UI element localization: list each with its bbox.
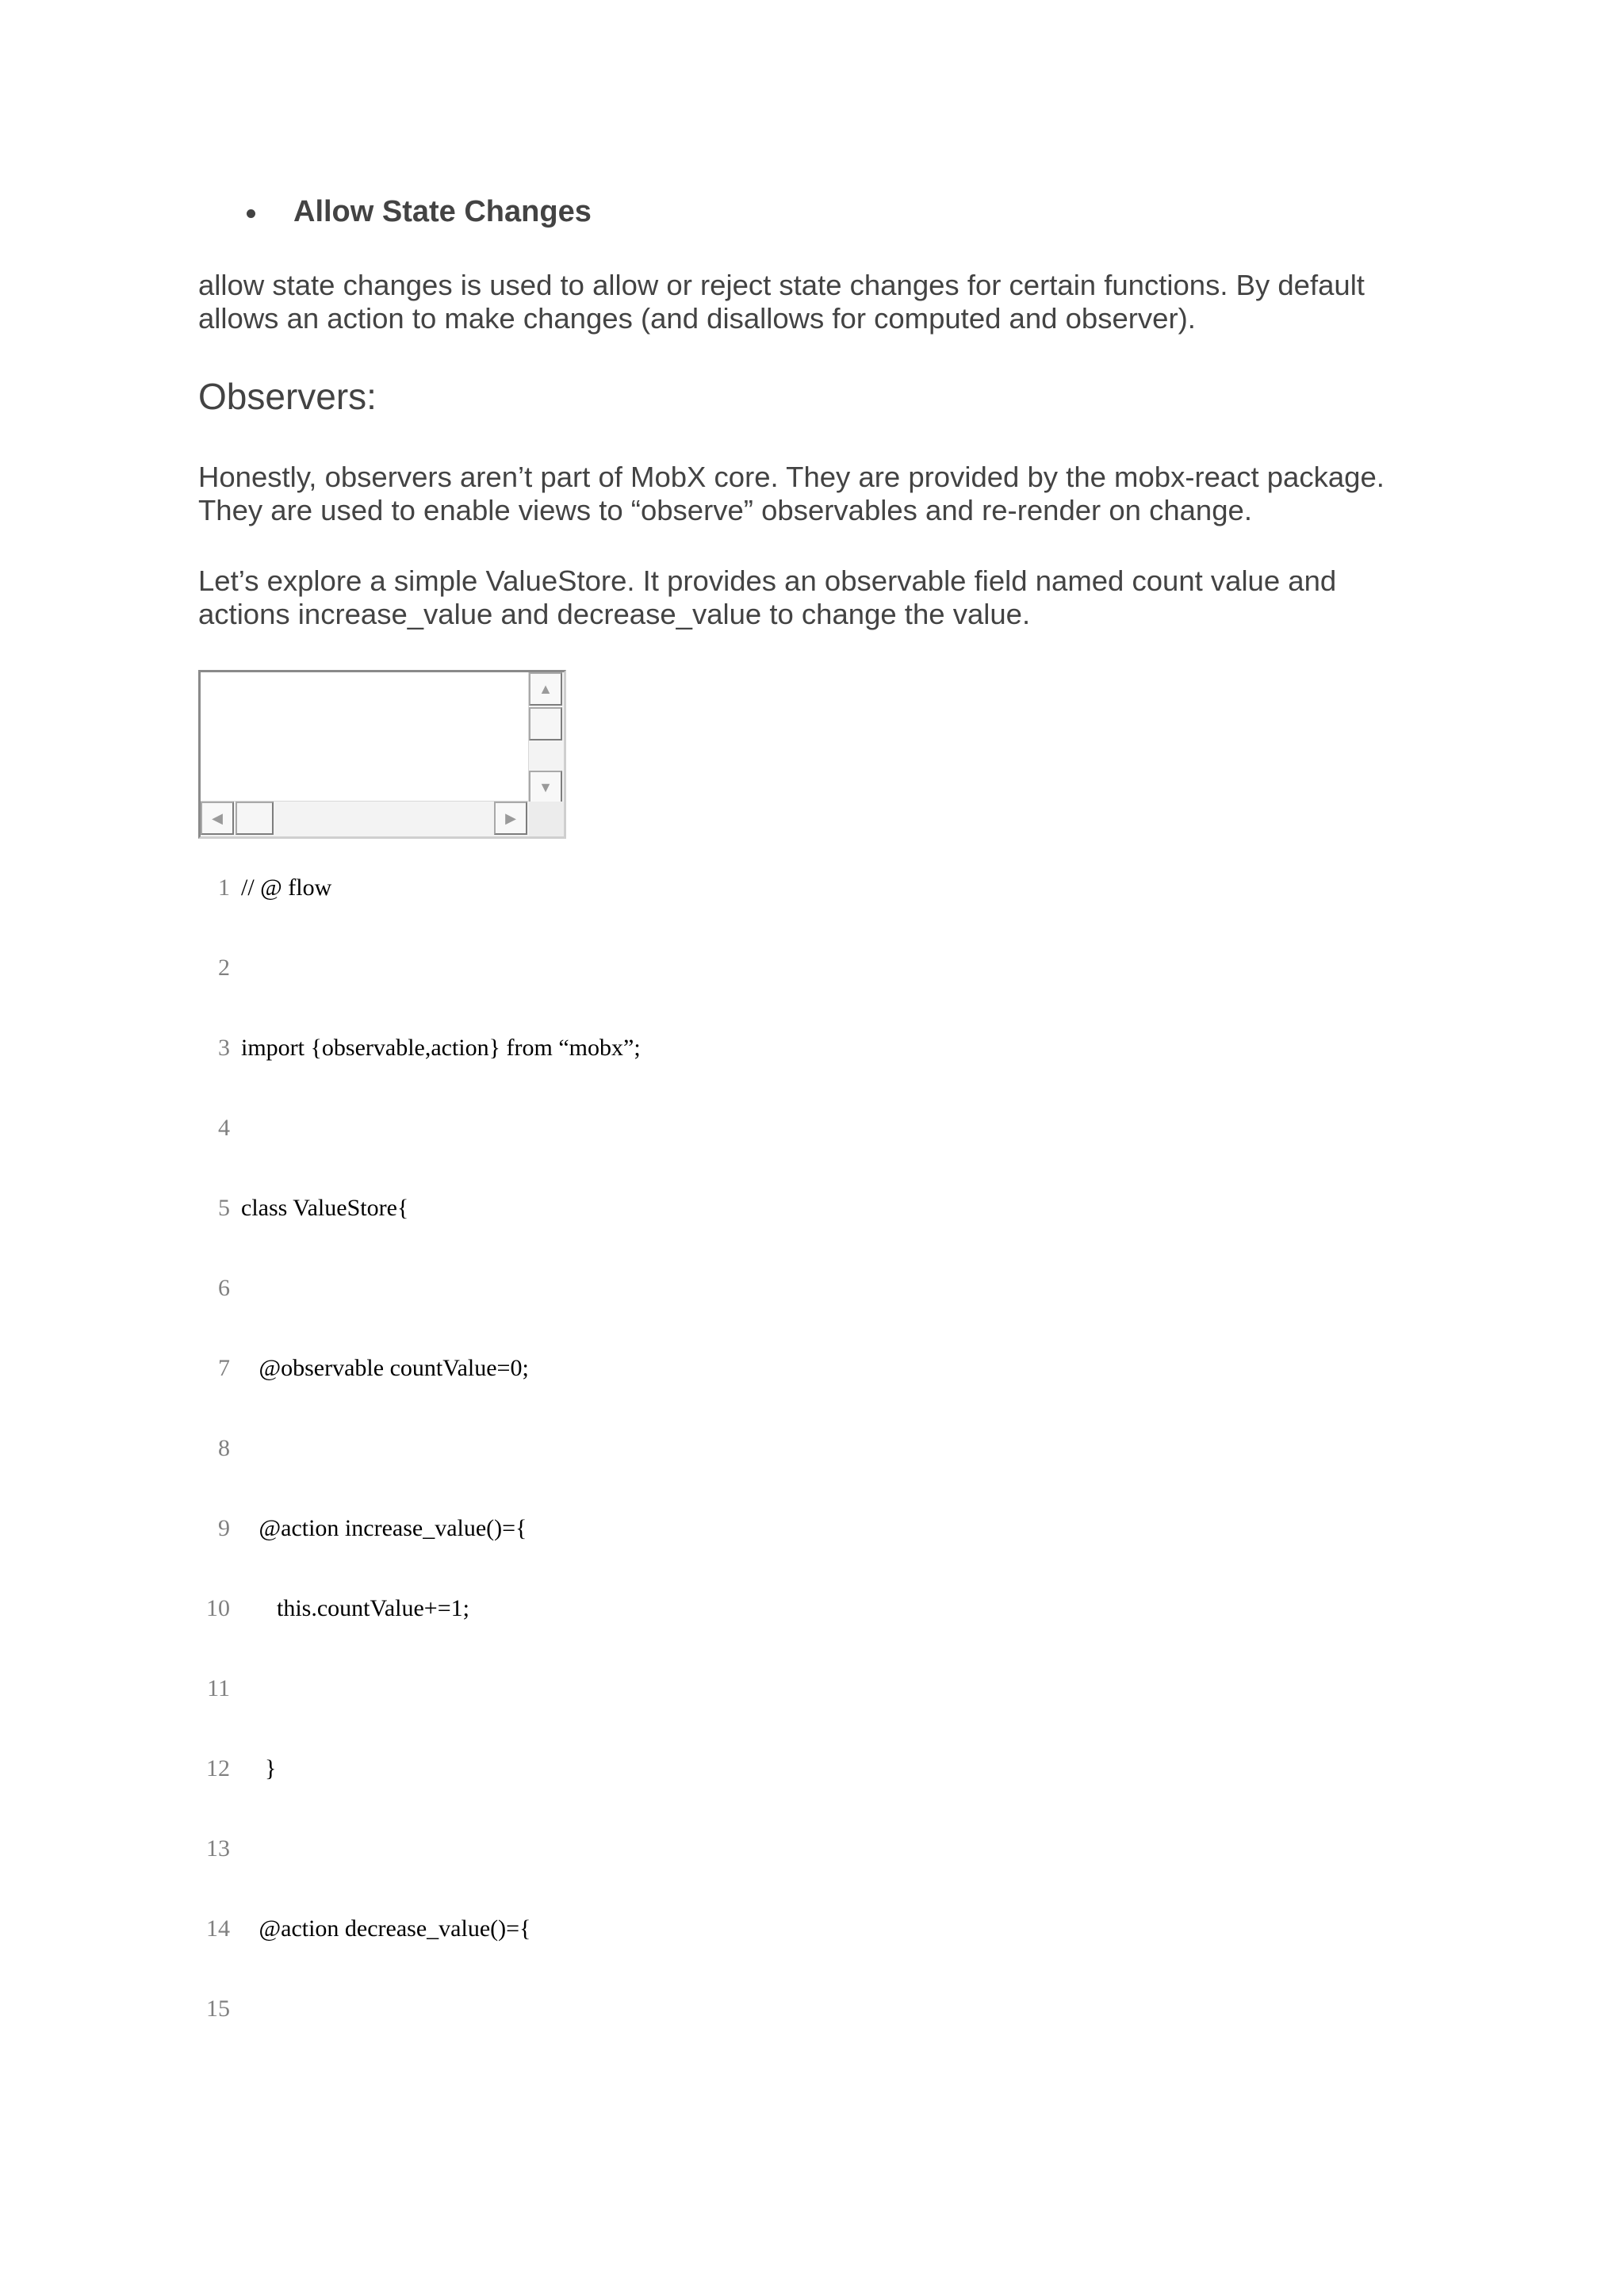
code-text: class ValueStore{ [241, 1195, 409, 1221]
paragraph-line: Let’s explore a simple ValueStore. It provides an observable field named count value and [198, 564, 1337, 597]
vertical-scroll-thumb[interactable] [529, 707, 562, 740]
code-text: import {observable,action} from “mobx”; [241, 1035, 641, 1061]
scroll-right-button[interactable] [494, 802, 527, 835]
allow-state-changes-paragraph [198, 269, 1435, 335]
horizontal-scrollbar[interactable] [201, 801, 529, 836]
line-number: 8 [218, 1435, 230, 1461]
code-text: this.countValue+=1; [241, 1595, 469, 1621]
line-number: 2 [218, 955, 230, 981]
line-number: 9 [218, 1515, 230, 1541]
code-line [198, 1271, 241, 1306]
bullet-item [247, 195, 592, 229]
code-line [198, 1671, 241, 1706]
code-line [198, 1111, 241, 1146]
line-number: 10 [206, 1595, 230, 1621]
line-number: 1 [218, 874, 230, 901]
code-line [198, 1191, 408, 1226]
code-text: // @ flow [241, 874, 332, 901]
paragraph-line: Honestly, observers aren’t part of MobX core. They are provided by the mobx-react package. [198, 461, 1385, 493]
code-text: } [241, 1755, 277, 1781]
line-number: 14 [206, 1915, 230, 1942]
code-line [198, 1431, 241, 1466]
scroll-left-button[interactable] [201, 802, 234, 835]
code-line [198, 1911, 530, 1946]
code-line [198, 1591, 469, 1626]
bullet-dot-icon [247, 209, 255, 218]
section-heading: Observers: [198, 376, 377, 417]
chevron-right-icon: ▶ [505, 810, 516, 826]
scroll-up-button[interactable] [529, 672, 562, 706]
line-number: 13 [206, 1835, 230, 1862]
observers-intro-paragraph [198, 461, 1435, 527]
horizontal-scroll-thumb[interactable] [236, 802, 274, 835]
line-number: 5 [218, 1195, 230, 1221]
paragraph-line: actions increase_value and decrease_value to change the value. [198, 598, 1031, 630]
line-number: 11 [207, 1675, 230, 1701]
code-text: @action decrease_value()={ [241, 1915, 531, 1942]
paragraph-line: They are used to enable views to “observe” observables and re-render on change. [198, 494, 1252, 526]
code-line [198, 871, 331, 905]
code-line [198, 951, 241, 985]
line-number: 6 [218, 1275, 230, 1301]
code-line [198, 1511, 527, 1546]
code-text: @action increase_value()={ [241, 1515, 527, 1541]
line-number: 4 [218, 1115, 230, 1141]
chevron-down-icon: ▼ [538, 779, 553, 795]
value-store-intro-paragraph [198, 564, 1435, 631]
paragraph-line: allow state changes is used to allow or reject state changes for certain functions. By default [198, 269, 1365, 301]
code-line [198, 1992, 241, 2026]
paragraph-line: allows an action to make changes (and disallows for computed and observer). [198, 302, 1196, 335]
chevron-left-icon: ◀ [212, 810, 223, 826]
line-number: 3 [218, 1035, 230, 1061]
chevron-up-icon: ▲ [538, 681, 553, 697]
vertical-scrollbar[interactable] [528, 672, 564, 804]
line-number: 15 [206, 1996, 230, 2022]
code-line [198, 1831, 241, 1866]
code-line [198, 1751, 276, 1786]
bullet-heading: Allow State Changes [293, 195, 592, 228]
code-text: @observable countValue=0; [241, 1355, 529, 1381]
scrollbar-corner [529, 802, 564, 836]
code-line [198, 1031, 641, 1066]
embedded-scroll-box[interactable] [198, 670, 566, 839]
scroll-down-button[interactable] [529, 771, 562, 804]
line-number: 12 [206, 1755, 230, 1781]
line-number: 7 [218, 1355, 230, 1381]
code-line [198, 1351, 529, 1386]
